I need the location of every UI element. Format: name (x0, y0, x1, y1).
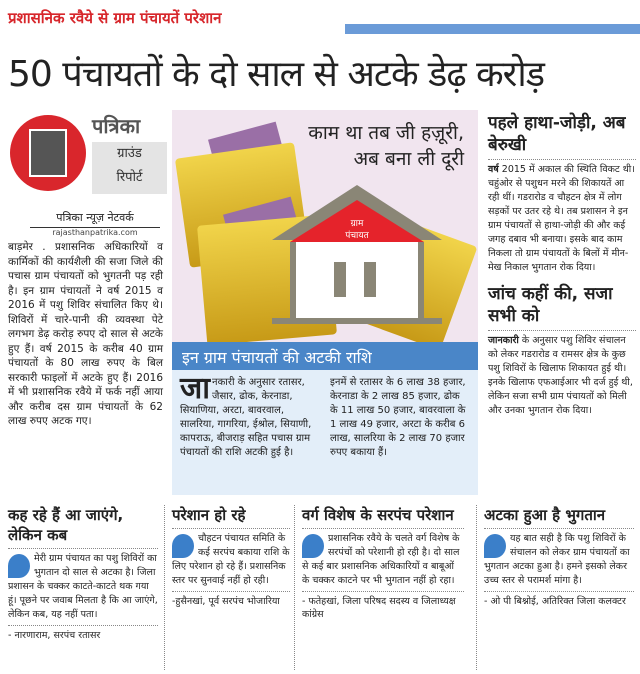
box-col-2: इनमें से रतासर के 6 लाख 38 हजार, केरनाडा के 2 लाख 85 हजार, ढोक के 11 लाख 50 हजार, बावरवाला के 1 लाख 49 हजार, अरटा के करीब 6 लाख, सालरिया के 2 लाख 70 हजार रुपए बकाया हैं। (330, 377, 466, 458)
quote-heading: कह रहे हैं आ जाएंगे, लेकिन कब (8, 506, 124, 544)
right-text-1: वर्ष 2015 में अकाल की स्थिति विकट थी। चहुंओर से पशुधन मरने की शिकायतें आ रही थीं। गडरारोड व चौहटन क्षेत्र में लोग सड़कों पर उतर रहे थे। तब प्रशासन ने इन ग्राम पंचायतों से हाथा-जोड़ी की और कई जगह दबाव भी बनाया। इसके बाद काम निकला तो ग्राम पंचायतों के बिलों में मीन-मेख निकाल भुगतान रोक दिया। (488, 164, 635, 273)
kicker: प्रशासनिक रवैये से ग्राम पंचायतें परेशान (8, 9, 222, 27)
report-chart-icon (10, 115, 86, 191)
right-column (488, 112, 636, 418)
amounts-box (172, 370, 478, 495)
ground-report-tag (92, 142, 167, 194)
illustration-title (308, 120, 464, 172)
quote-heading: अटका हुआ है भुगतान (484, 506, 606, 524)
quote-author: -हुसैनखां, पूर्व सरपंच भोजारिया (172, 596, 280, 607)
illustration (172, 110, 478, 342)
title-line-1: काम था तब जी हज़ूरी, (308, 122, 464, 144)
quote-icon (172, 534, 194, 558)
roof-label: ग्राम पंचायत (345, 219, 369, 241)
headline: 50 पंचायतों के दो साल से अटके डेढ़ करोड़ (8, 54, 544, 95)
quote-heading: परेशान हो रहे (172, 506, 246, 524)
website: rajasthanpatrika.com (52, 228, 138, 237)
lead-paragraph: बाड़मेर . प्रशासनिक अधिकारियों व कार्मिकों की कार्यशैली की सजा जिले की पचास ग्राम पंचायतों को भुगतनी पड़ रही है। इन ग्राम पंचायतों ने वर्ष 2015 व 2016 में पशु शिविर संचालित किए थे। शिविरों में चारे-पानी की व्यवस्था पेटे लगभग डेढ़ करोड़ रुपए दो साल से अटके हुए हैं। वर्ष 2015 के करीब 40 ग्राम पंचायतों के 80 लाख रुपए के बिल सरकारी फाइलों में अटके हुए हैं। 2016 में भी प्रशासनिक रवैये में फर्क नहीं आया और करीब दस ग्राम पंचायतों के 62 लाख रुपए अटक गए। (8, 241, 163, 427)
quote-heading: वर्ग विशेष के सरपंच परेशान (302, 506, 454, 524)
box-col-1: जानकारी के अनुसार रतासर, जैसार, ढोक, केरनाडा, सियाणिया, अरटा, बावरवाल, सालरिया, गागरिया, ईश्रोल, सियाणी, कापराऊ, बीजराड़ सहित पचास ग्राम पंचायतों की राशि अटकी हुई है। (180, 371, 312, 458)
quote-4: अटका हुआ है भुगतान यह बात सही है कि पशु शिविरों के संचालन को लेकर ग्राम पंचायतों का भुगतान अटका हुआ है। हमने इसको लेकर उच्च स्तर से परामर्श मांगा है। - ओ पी बिश्नोई, अतिरिक्त जिला कलक्टर (484, 505, 634, 674)
quote-3: वर्ग विशेष के सरपंच परेशान प्रशासनिक रवैये के चलते वर्ग विशेष के सरपंचों को परेशानी हो रही है। दो साल से कई बार प्रशासनिक अधिकारियों व बाबूओं के चक्कर काटने पर भी भुगतान नहीं हो रहा। - फतेहखां, जिला परिषद सदस्य व जिलाध्यक्ष कांग्रेस (302, 505, 464, 674)
right-heading-1: पहले हाथा-जोड़ी, अब बेरुखी (488, 113, 626, 155)
tag-line-1: ग्राउंड (117, 146, 142, 161)
quote-icon (302, 534, 324, 558)
quote-icon (484, 534, 506, 558)
quote-author: - ओ पी बिश्नोई, अतिरिक्त जिला कलक्टर (484, 596, 626, 607)
quote-2: परेशान हो रहे चौहटन पंचायत समिति के कई सरपंच बकाया राशि के लिए परेशान हो रहे हैं। प्रशासनिक स्तर पर सुनवाई नहीं हो रही। -हुसैनखां, पूर्व सरपंच भोजारिया (172, 506, 290, 607)
house-icon (290, 242, 424, 322)
tag-line-2: रिपोर्ट (116, 170, 143, 185)
quote-author: - नारणाराम, सरपंच रतासर (8, 630, 101, 641)
title-line-2: अब बना ली दूरी (353, 148, 464, 170)
right-text-2: जानकारी के अनुसार पशु शिविर संचालन को लेकर गडरारोड व रामसर क्षेत्र के कुछ पशु शिविरों के खिलाफ शिकायत हुई थी। इनके खिलाफ एफआईआर भी दर्ज हुई थी, लेकिन सजा सभी ग्राम पंचायतों को मिली और उनका भुगतान रोक दिया। (488, 335, 633, 416)
right-heading-2: जांच कहीं की, सजा सभी को (488, 284, 613, 326)
quote-author: - फतेहखां, जिला परिषद सदस्य व जिलाध्यक्ष कांग्रेस (302, 596, 456, 620)
kicker-bar (345, 24, 640, 34)
box-heading: इन ग्राम पंचायतों की अटकी राशि (172, 342, 478, 370)
brand-name: पत्रिका (92, 114, 141, 138)
quote-1: कह रहे हैं आ जाएंगे, लेकिन कब मेरी ग्राम पंचायत का पशु शिविरों का भुगतान दो साल से अटका है। जिला प्रशासन के चक्कर काटते-काटते थक गया हूं। पूछने पर जवाब मिलता है कि आ जाएंगे, लेकिन कब, यह नहीं पता। - नारणाराम, सरपंच रतासर (8, 506, 158, 641)
byline: पत्रिका न्यूज़ नेटवर्क (30, 210, 160, 228)
quote-icon (8, 554, 30, 578)
